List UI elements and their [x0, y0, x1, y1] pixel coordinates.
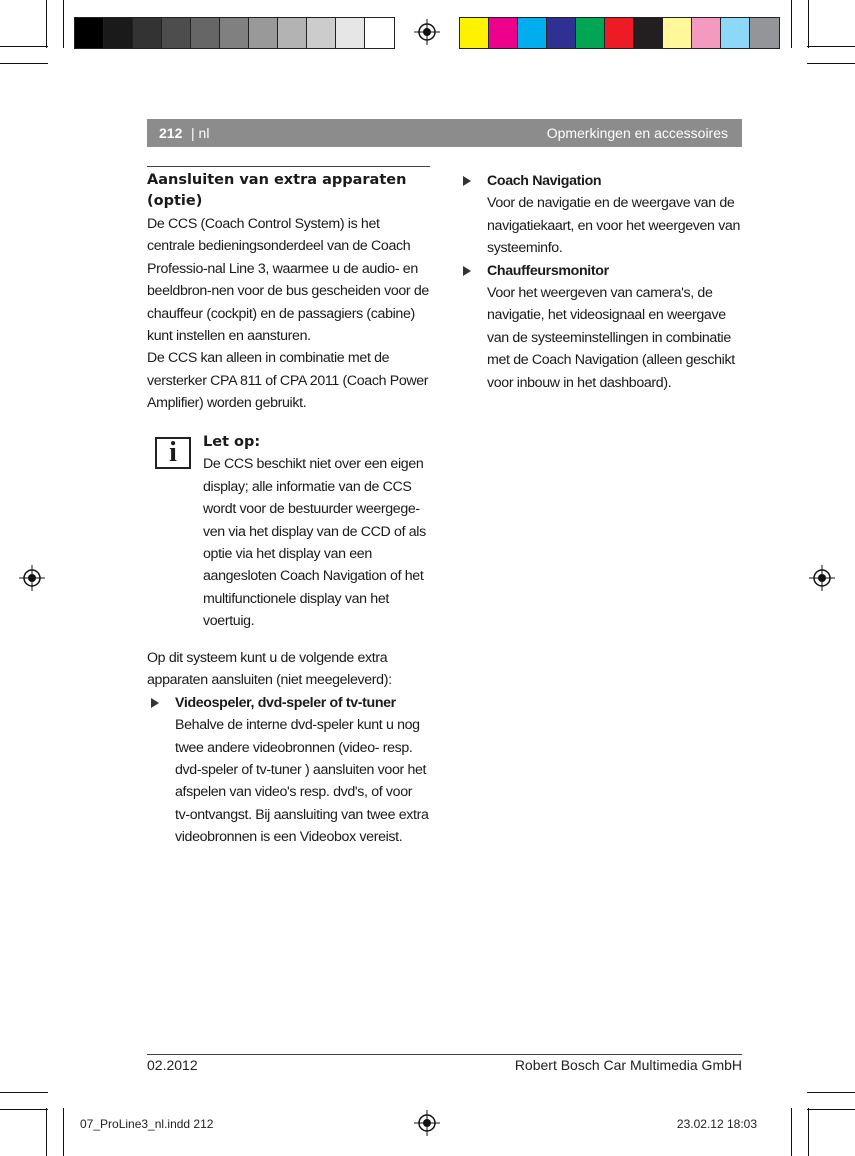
title-rule	[147, 166, 430, 167]
crop-mark-top-left-v	[46, 0, 47, 48]
gray-swatch	[365, 18, 394, 48]
crop-mark-bottom-left-v	[46, 1108, 47, 1156]
color-swatch	[518, 18, 547, 48]
crop-mark-bottom-right-v2	[791, 1108, 792, 1156]
lead-paragraph: Op dit systeem kunt u de volgende extra apparaten aansluiten (niet meegeleverd):	[147, 650, 392, 689]
crop-mark-bottom-right-v	[808, 1108, 809, 1156]
gray-swatch	[75, 18, 104, 48]
crop-mark-top-right-v2	[791, 0, 792, 48]
color-swatch	[634, 18, 663, 48]
registration-mark-right-icon	[809, 565, 835, 591]
list-item	[147, 692, 430, 849]
grayscale-bar	[74, 17, 395, 49]
color-swatch	[547, 18, 576, 48]
bullet-triangle-icon	[151, 698, 159, 708]
section-heading: Aansluiten van extra apparaten (optie)	[147, 172, 407, 209]
info-icon: i	[155, 437, 191, 469]
note-heading: Let op:	[203, 434, 261, 450]
gray-swatch	[133, 18, 162, 48]
crop-mark-top-right-h	[807, 46, 855, 47]
gray-swatch	[278, 18, 307, 48]
color-swatch	[489, 18, 518, 48]
color-swatch	[692, 18, 721, 48]
color-swatch	[663, 18, 692, 48]
gray-swatch	[162, 18, 191, 48]
crop-mark-bottom-left-h	[0, 1092, 48, 1093]
crop-mark-top-left-h2	[0, 63, 48, 64]
color-swatch	[576, 18, 605, 48]
registration-mark-bottom-icon	[414, 1110, 440, 1136]
list-item-text: Voor het weergeven van camera's, de navigatie, het videosignaal en weergave van de systeeminstellingen in combinatie met de Coach Navigation (alleen geschikt voor inbouw in het dashboard).	[487, 285, 735, 391]
language-code: | nl	[191, 125, 210, 141]
list-item-title: Videospeler, dvd-speler of tv-tuner	[175, 694, 396, 711]
bullet-triangle-icon	[463, 176, 471, 186]
registration-mark-top-icon	[414, 19, 440, 45]
intro-paragraph-2: De CCS kan alleen in combinatie met de versterker CPA 811 of CPA 2011 (Coach Power Amplifier) worden gebruikt.	[147, 350, 429, 412]
note-text: De CCS beschikt niet over een eigen display; alle informatie van de CCS wordt voor de bestuurder weergege-ven via het display van de CCD of als optie via het display van een aangesloten Coach Navigation of het multifunctionele display van het voertuig.	[203, 456, 426, 630]
crop-mark-bottom-left-v2	[63, 1108, 64, 1156]
intro-paragraph: De CCS (Coach Control System) is het centrale bedieningsonderdeel van de Coach Professio-nal Line 3, waarmee u de audio- en beeldbron-nen voor de bus gescheiden voor de chauffeur (cockpit) en de passagiers (cabine) kunt instellen en aansturen.	[147, 216, 429, 345]
color-swatch	[460, 18, 489, 48]
footer-company: Robert Bosch Car Multimedia GmbH	[514, 1057, 742, 1073]
crop-mark-bottom-right-h2	[807, 1109, 855, 1110]
color-swatch	[605, 18, 634, 48]
process-color-bar	[459, 17, 780, 49]
list-item-title: Coach Navigation	[487, 173, 602, 189]
color-swatch	[750, 18, 779, 48]
list-item	[459, 170, 743, 260]
crop-mark-top-left-h	[0, 46, 48, 47]
color-swatch	[721, 18, 750, 48]
list-item-text: Behalve de interne dvd-speler kunt u nog twee andere videobronnen (video- resp. dvd-speler of tv-tuner ) aansluiten voor het afspelen van video's resp. dvd's, of voor tv-ontvangst. Bij aansluiting van twee extra videobronnen is een Videobox vereist.	[175, 717, 429, 846]
note-block	[203, 431, 428, 633]
list-item-text: Voor de navigatie en de weergave van de navigatiekaart, en voor het weergeven van systeeminfo.	[487, 195, 741, 257]
slug-filename: 07_ProLine3_nl.indd 212	[80, 1117, 214, 1131]
gray-swatch	[104, 18, 133, 48]
connect-list-block	[147, 647, 430, 849]
registration-mark-left-icon	[19, 565, 45, 591]
crop-mark-top-right-h2	[807, 63, 855, 64]
crop-mark-bottom-right-h	[807, 1092, 855, 1093]
right-column	[459, 170, 743, 394]
section-title: Opmerkingen en accessoires	[546, 125, 728, 141]
page-number: 212	[159, 125, 183, 141]
crop-mark-top-right-v	[808, 0, 809, 48]
crop-mark-bottom-left-h2	[0, 1109, 48, 1110]
footer-date: 02.2012	[147, 1057, 198, 1073]
page-header	[147, 119, 742, 147]
left-column	[147, 170, 430, 415]
slug-timestamp: 23.02.12 18:03	[676, 1117, 757, 1131]
gray-swatch	[249, 18, 278, 48]
crop-mark-top-left-v2	[63, 0, 64, 48]
gray-swatch	[336, 18, 365, 48]
gray-swatch	[191, 18, 220, 48]
gray-swatch	[307, 18, 336, 48]
list-item-title: Chauffeursmonitor	[487, 262, 609, 279]
footer-rule	[147, 1054, 742, 1055]
list-item	[459, 260, 743, 394]
bullet-triangle-icon	[463, 266, 471, 276]
gray-swatch	[220, 18, 249, 48]
